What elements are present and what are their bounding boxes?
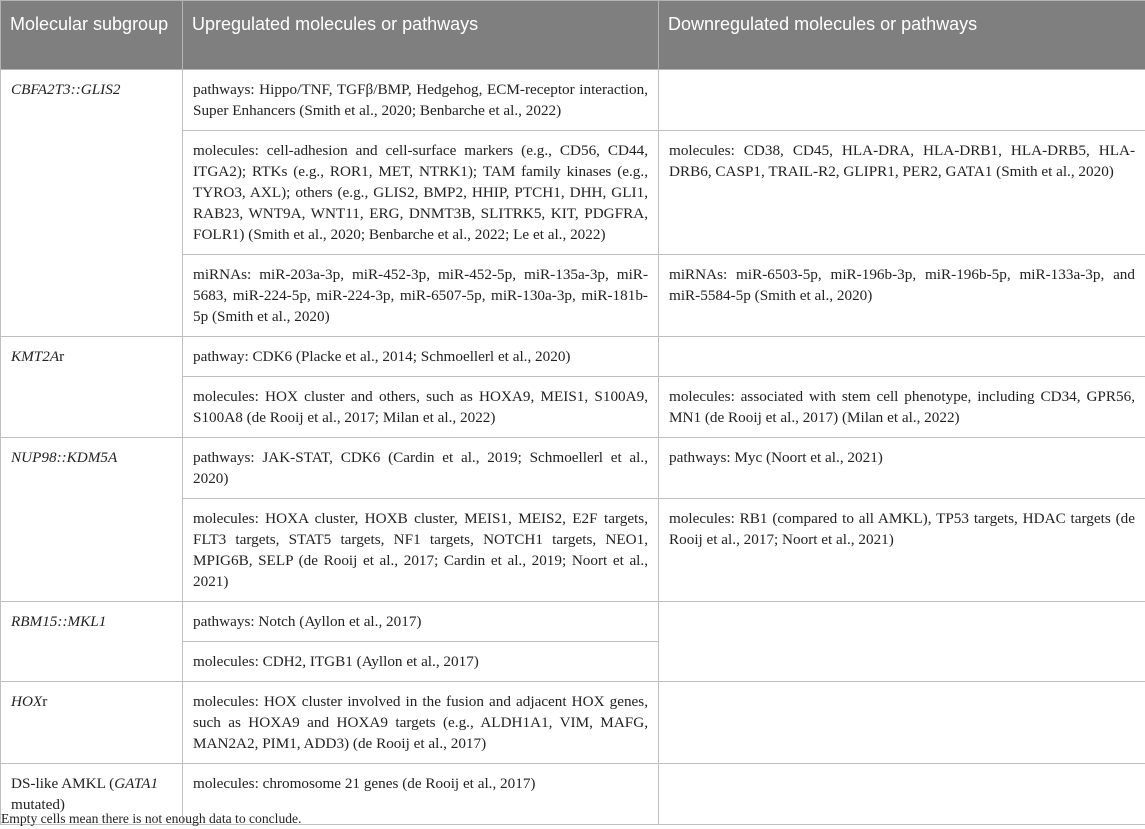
subgroup-cell (1, 602, 183, 682)
header-upregulated: Upregulated molecules or pathways (183, 1, 659, 70)
downregulated-cell (659, 70, 1145, 131)
header-row (1, 1, 1145, 70)
subgroup-cell (1, 438, 183, 602)
downregulated-cell: molecules: RB1 (compared to all AMKL), TP53 targets, HDAC targets (de Rooij et al., 2017; Noort et al., 2021) (659, 499, 1145, 602)
header-subgroup: Molecular subgroup (1, 1, 183, 70)
downregulated-cell (659, 682, 1145, 764)
upregulated-cell: pathways: Hippo/TNF, TGFβ/BMP, Hedgehog, ECM-receptor interaction, Super Enhancers (Smith et al., 2020; Benbarche et al., 2022) (183, 70, 659, 131)
subgroup-label-suffix: r (59, 348, 65, 365)
downregulated-cell: molecules: CD38, CD45, HLA-DRA, HLA-DRB1, HLA-DRB5, HLA-DRB6, CASP1, TRAIL-R2, GLIPR1, PER2, GATA1 (Smith et al., 2020) (659, 131, 1145, 255)
downregulated-cell (659, 337, 1145, 377)
subgroup-label-prefix: DS-like AMKL ( (11, 775, 115, 792)
table-row (1, 337, 1145, 377)
downregulated-cell: miRNAs: miR-6503-5p, miR-196b-3p, miR-196b-5p, miR-133a-3p, and miR-5584-5p (Smith et al., 2020) (659, 255, 1145, 337)
downregulated-cell (659, 602, 1145, 682)
upregulated-cell: molecules: chromosome 21 genes (de Rooij et al., 2017) (183, 764, 659, 825)
table-row (1, 602, 1145, 642)
upregulated-cell: molecules: CDH2, ITGB1 (Ayllon et al., 2017) (183, 642, 659, 682)
subgroup-label-suffix: mutated) (11, 796, 65, 813)
subgroup-label-main: HOX (11, 693, 43, 710)
subgroup-label-suffix: r (42, 693, 48, 710)
upregulated-cell: pathway: CDK6 (Placke et al., 2014; Schmoellerl et al., 2020) (183, 337, 659, 377)
downregulated-cell: pathways: Myc (Noort et al., 2021) (659, 438, 1145, 499)
subgroup-label-gene: GATA1 (114, 775, 159, 792)
table-row (1, 70, 1145, 131)
upregulated-cell: molecules: HOXA cluster, HOXB cluster, MEIS1, MEIS2, E2F targets, FLT3 targets, STAT5 targets, NF1 targets, NOTCH1 targets, NEO1, MPIG6B, SELP (de Rooij et al., 2017; Cardin et al., 2019; Noort et al., 2021) (183, 499, 659, 602)
upregulated-cell: pathways: JAK-STAT, CDK6 (Cardin et al., 2019; Schmoellerl et al., 2020) (183, 438, 659, 499)
subgroup-cell (1, 682, 183, 764)
subgroup-label: CBFA2T3::GLIS2 (11, 81, 121, 98)
downregulated-cell (659, 764, 1145, 825)
table-row (1, 682, 1145, 764)
header-downregulated: Downregulated molecules or pathways (659, 1, 1145, 70)
downregulated-cell: molecules: associated with stem cell phenotype, including CD34, GPR56, MN1 (de Rooij et al., 2017) (Milan et al., 2022) (659, 377, 1145, 438)
subgroup-label-main: KMT2A (11, 348, 60, 365)
upregulated-cell: molecules: HOX cluster involved in the fusion and adjacent HOX genes, such as HOXA9 and HOXA9 targets (e.g., ALDH1A1, VIM, MAFG, MAN2A2, PIM1, ADD3) (de Rooij et al., 2017) (183, 682, 659, 764)
table-row (1, 438, 1145, 499)
upregulated-cell: molecules: HOX cluster and others, such as HOXA9, MEIS1, S100A9, S100A8 (de Rooij et al., 2017; Milan et al., 2022) (183, 377, 659, 438)
subgroup-label: NUP98::KDM5A (11, 449, 118, 466)
subgroup-cell (1, 70, 183, 337)
upregulated-cell: molecules: cell-adhesion and cell-surface markers (e.g., CD56, CD44, ITGA2); RTKs (e.g., ROR1, MET, NTRK1); TAM family kinases (e.g., TYRO3, AXL); others (e.g., GLIS2, BMP2, HHIP, PTCH1, DHH, GLI1, RAB23, WNT9A, WNT11, ERG, DNMT3B, SLITRK5, KIT, PDGFRA, FOLR1) (Smith et al., 2020; Benbarche et al., 2022; Le et al., 2022) (183, 131, 659, 255)
subgroup-label: RBM15::MKL1 (11, 613, 107, 630)
upregulated-cell: miRNAs: miR-203a-3p, miR-452-3p, miR-452-5p, miR-135a-3p, miR-5683, miR-224-5p, miR-224-3p, miR-6507-5p, miR-130a-3p, miR-181b-5p (Smith et al., 2020) (183, 255, 659, 337)
subgroup-cell (1, 337, 183, 438)
upregulated-cell: pathways: Notch (Ayllon et al., 2017) (183, 602, 659, 642)
table-footnote: Empty cells mean there is not enough data to conclude. (1, 811, 302, 826)
